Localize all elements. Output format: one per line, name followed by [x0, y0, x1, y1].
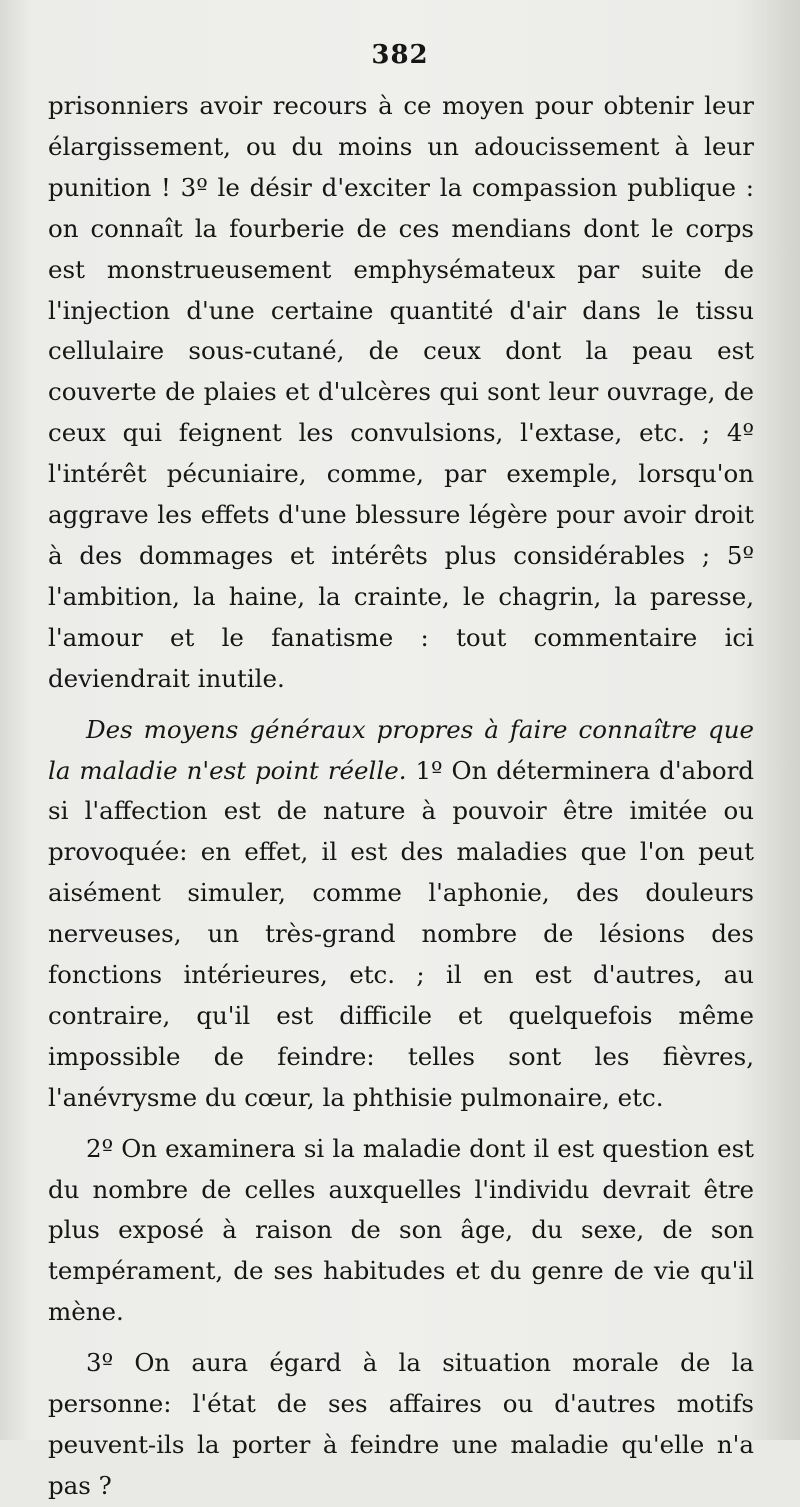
paragraph-point-2: 2º On examinera si la maladie dont il est question est du nombre de celles auxquelles l'individu devrait être plus exposé à raison de son âge, du sexe, de son tempérament, de ses habitudes et du genre de vie qu'il mène.	[48, 1133, 754, 1327]
paragraph-continuation: prisonniers avoir recours à ce moyen pour obtenir leur élargissement, ou du moins un adoucissement à leur punition ! 3º le désir d'exciter la compassion publique : on connaît la fourberie de ces mendians dont le corps est monstrueusement emphysémateux par suite de l'injection d'une certaine quantité d'air dans le tissu cellulaire sous-cutané, de ceux dont la peau est couverte de plaies et d'ulcères qui sont leur ouvrage, de ceux qui feignent les convulsions, l'extase, etc. ; 4º l'intérêt pécuniaire, comme, par exemple, lorsqu'on aggrave les effets d'une blessure légère pour avoir droit à des dommages et intérêts plus considérables ; 5º l'ambition, la haine, la crainte, le chagrin, la paresse, l'amour et le fanatisme : tout commentaire ici deviendrait inutile.	[48, 91, 754, 693]
paragraph-section	[48, 710, 754, 1119]
paragraph-point-3: 3º On aura égard à la situation morale de la personne: l'état de ses affaires ou d'autres motifs peuvent-ils la porter à feindre une maladie qu'elle n'a pas ?	[48, 1348, 754, 1500]
page-number: 382	[371, 40, 429, 70]
section-text: 1º On déterminera d'abord si l'affection est de nature à pouvoir être imitée ou provoquée: en effet, il est des maladies que l'on peut aisément simuler, comme l'aphonie, des douleurs nerveuses, un très-grand nombre de lésions des fonctions intérieures, etc. ; il en est d'autres, au contraire, qu'il est difficile et quelquefois même impossible de feindre: telles sont les fièvres, l'anévrysme du cœur, la phthisie pulmonaire, etc.	[48, 755, 754, 1112]
section-heading: Des moyens généraux propres à faire connaître que la maladie n'est point réelle.	[48, 714, 754, 785]
page-body	[48, 86, 754, 1507]
